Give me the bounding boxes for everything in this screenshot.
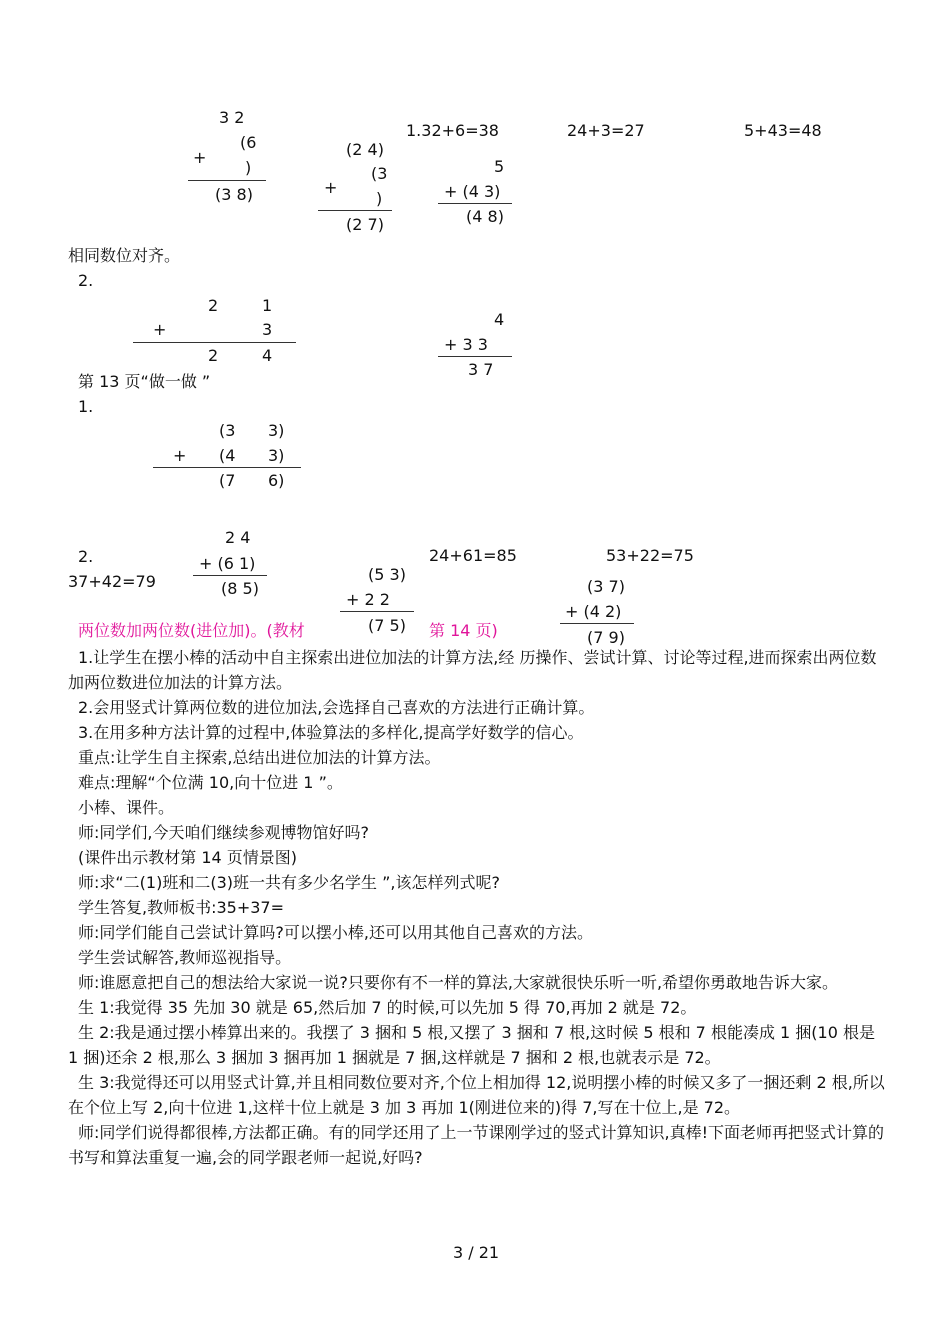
wrong-calc-top-right: 1 <box>262 296 273 315</box>
para-teacher-3: 师:同学们能自己尝试计算吗?可以摆小棒,还可以用其他自己喜欢的方法。 <box>78 923 593 942</box>
calc-b-addend-2: ) <box>376 189 383 208</box>
wrong-calc-top-left: 2 <box>208 296 219 315</box>
wrong-calc-result-right: 4 <box>262 346 273 365</box>
right-calc-addend: + 3 3 <box>444 335 488 354</box>
para-courseware: (课件出示教材第 14 页情景图) <box>78 848 298 867</box>
calc-c-result: (4 8) <box>466 207 504 226</box>
para-student-try: 学生尝试解答,教师巡视指导。 <box>78 948 292 967</box>
q2-calc3-addend: + (4 2) <box>565 602 622 621</box>
q2-calc2-addend: + 2 2 <box>346 590 390 609</box>
para-teacher-2: 师:求“二(1)班和二(3)班一共有多少名学生 ”,该怎样列式呢? <box>78 873 500 892</box>
q2-calc2-result: (7 5) <box>368 616 406 635</box>
q1-top-left: (3 <box>219 421 236 440</box>
calc-a-top: 3 2 <box>219 108 245 127</box>
q2-label: 2. <box>78 547 94 566</box>
para-teacher-1: 师:同学们,今天咱们继续参观博物馆好吗? <box>78 823 369 842</box>
page-number: 3 / 21 <box>453 1243 500 1262</box>
wrong-calc-addend: 3 <box>262 320 273 339</box>
q1-add-right: 3) <box>268 446 285 465</box>
q1-res-left: (7 <box>219 471 236 490</box>
right-calc-result: 3 7 <box>468 360 494 379</box>
q2-eq1: 37+42=79 <box>68 572 156 591</box>
q2-calc1-result: (8 5) <box>221 579 259 598</box>
q2-calc1-top: 2 4 <box>225 528 251 547</box>
q2-calc1-addend: + (6 1) <box>199 554 256 573</box>
calc-a-result: (3 8) <box>215 185 253 204</box>
q2-calc3-result: (7 9) <box>587 628 625 647</box>
para-board: 学生答复,教师板书:35+37= <box>78 898 285 917</box>
note-align: 相同数位对齐。 <box>68 246 181 265</box>
equation-5-43: 5+43=48 <box>744 121 822 140</box>
item-2-label: 2. <box>78 271 94 290</box>
calc-b-rule <box>318 210 392 211</box>
calc-c-addend: + (4 3) <box>444 182 501 201</box>
q1-plus: + <box>173 446 187 465</box>
para-objective-1: 1.让学生在摆小棒的活动中自主探索出进位加法的计算方法,经 历操作、尝试计算、讨论等过程,进而探索出两位数加两位数进位加法的计算方法。 <box>68 648 877 692</box>
right-calc-rule <box>438 356 512 357</box>
page13-heading: 第 13 页“做一做 ” <box>78 372 211 391</box>
para-objective-2: 2.会用竖式计算两位数的进位加法,会选择自己喜欢的方法进行正确计算。 <box>78 698 595 717</box>
para-difficulty: 难点:理解“个位满 10,向十位进 1 ”。 <box>78 773 343 792</box>
q1-top-right: 3) <box>268 421 285 440</box>
q2-calc3-rule <box>560 623 634 624</box>
para-materials: 小棒、课件。 <box>78 798 175 817</box>
equation-24-3: 24+3=27 <box>567 121 645 140</box>
calc-b-top: (2 4) <box>346 140 384 159</box>
wrong-calc-result-left: 2 <box>208 346 219 365</box>
para-student-3: 生 3:我觉得还可以用竖式计算,并且相同数位要对齐,个位上相加得 12,说明摆小棒的时候又多了一捆还剩 2 根,所以在个位上写 2,向十位进 1,这样十位上就是 3 加 3 再加 1(刚进位来的)得 7,写在十位上,是 72。 <box>68 1073 885 1117</box>
q2-calc2-rule <box>340 611 414 612</box>
calc-a-plus: + <box>193 148 207 167</box>
q1-res-right: 6) <box>268 471 285 490</box>
lesson-title-part1: 两位数加两位数(进位加)。(教材 <box>78 621 305 640</box>
q1-add-left: (4 <box>219 446 236 465</box>
right-calc-top: 4 <box>494 310 505 329</box>
para-teacher-4: 师:谁愿意把自己的想法给大家说一说?只要你有不一样的算法,大家就很快乐听一听,希望你勇敢地告诉大家。 <box>78 973 839 992</box>
q2-calc3-top: (3 7) <box>587 577 625 596</box>
para-key-point: 重点:让学生自主探索,总结出进位加法的计算方法。 <box>78 748 441 767</box>
calc-b-plus: + <box>324 178 338 197</box>
calc-c-rule <box>438 203 512 204</box>
q1-rule <box>153 467 301 468</box>
calc-b-result: (2 7) <box>346 215 384 234</box>
q2-eq2: 24+61=85 <box>429 546 517 565</box>
para-objective-3: 3.在用多种方法计算的过程中,体验算法的多样化,提高学好数学的信心。 <box>78 723 584 742</box>
q2-eq3: 53+22=75 <box>606 546 694 565</box>
q1-label: 1. <box>78 397 94 416</box>
para-student-1: 生 1:我觉得 35 先加 30 就是 65,然后加 7 的时候,可以先加 5 得 70,再加 2 就是 72。 <box>78 998 697 1017</box>
q2-calc1-rule <box>193 575 267 576</box>
wrong-calc-rule <box>133 342 296 343</box>
lesson-title-part2: 第 14 页) <box>429 621 498 640</box>
calc-a-addend-1: (6 <box>240 133 257 152</box>
calc-b-addend-1: (3 <box>371 164 388 183</box>
wrong-calc-plus: + <box>153 320 167 339</box>
calc-a-addend-2: ) <box>245 158 252 177</box>
q2-calc2-top: (5 3) <box>368 565 406 584</box>
para-student-2: 生 2:我是通过摆小棒算出来的。我摆了 3 捆和 5 根,又摆了 3 捆和 7 根,这时候 5 根和 7 根能凑成 1 捆(10 根是 1 捆)还余 2 根,那么 3 捆加 3 捆再加 1 捆就是 7 捆,这样就是 7 捆和 2 根,也就表示是 72。 <box>68 1023 875 1067</box>
calc-a-rule <box>188 180 266 181</box>
para-teacher-5: 师:同学们说得都很棒,方法都正确。有的同学还用了上一节课刚学过的竖式计算知识,真棒!下面老师再把竖式计算的书写和算法重复一遍,会的同学跟老师一起说,好吗? <box>68 1123 884 1167</box>
calc-c-top: 5 <box>494 157 505 176</box>
calc-c-label: 1.32+6=38 <box>406 121 499 140</box>
